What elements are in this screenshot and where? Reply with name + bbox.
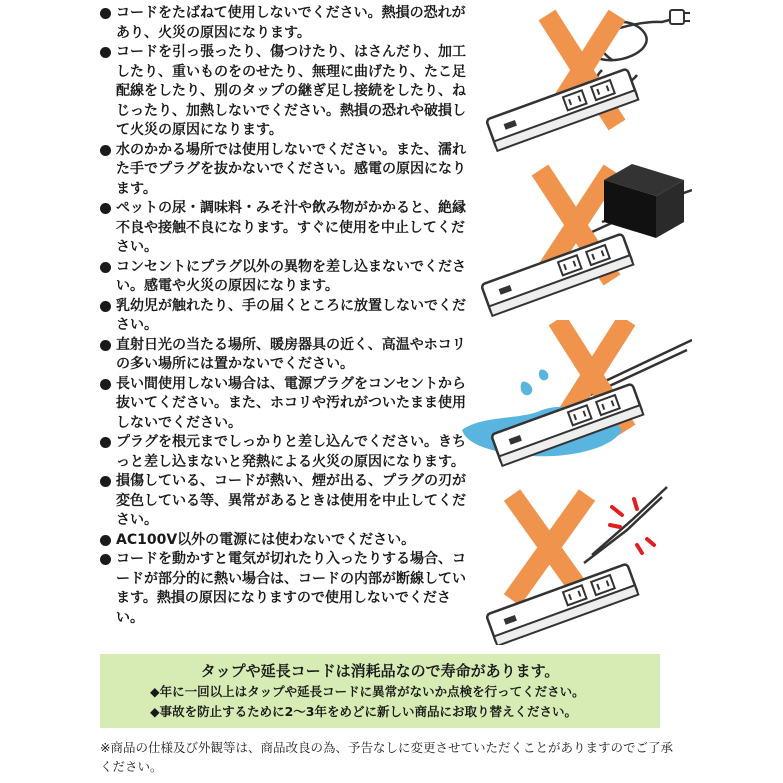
- illustration-column: [462, 0, 692, 650]
- warning-item: AC100V以外の電源には使わないでください。: [100, 531, 472, 551]
- warning-item: プラグを根元までしっかりと差し込んでください。きちっと差し込まないと発熱による火災の原因になります。: [100, 433, 472, 472]
- notice-line: ◆事故を防止するために2～3年をめどに新しい商品にお取り替えください。: [150, 704, 578, 719]
- warning-item: 長い間使用しない場合は、電源プラグをコンセントから抜いてください。また、ホコリや汚れがついたまま使用しないでください。: [100, 375, 472, 434]
- bullet-icon: [100, 535, 111, 546]
- warning-list: [100, 4, 472, 628]
- bullet-icon: [100, 437, 111, 448]
- bullet-icon: [100, 47, 111, 58]
- bullet-icon: [100, 476, 111, 487]
- bullet-icon: [100, 262, 111, 273]
- water-splash-icon: [462, 320, 692, 480]
- bullet-icon: [100, 554, 111, 565]
- warning-item: コンセントにプラグ以外の異物を差し込まないでください。感電や火災の原因になります。: [100, 258, 472, 297]
- lifespan-notice-box: [100, 654, 660, 728]
- warning-item: コードを引っ張ったり、傷つけたり、はさんだり、加工したり、重いものをのせたり、無理に曲げたり、たこ足配線をしたり、別のタップの継ぎ足し接続をしたり、ねじったり、加熱しないでください。熱損の恐れや破損して火災の原因になります。: [100, 43, 472, 141]
- bullet-icon: [100, 203, 111, 214]
- footnote: ※商品の仕様及び外観等は、商品改良の為、予告なしに変更させていただくことがありますのでご了承ください。: [100, 740, 673, 774]
- bundled-cord-icon: [462, 0, 692, 160]
- warning-item: 直射日光の当たる場所、暖房器具の近く、高温やホコリの多い場所には置かないでください。: [100, 336, 472, 375]
- heavy-object-on-cord-icon: [462, 160, 692, 320]
- warning-item: 乳幼児が触れたり、手の届くところに放置しないでください。: [100, 297, 472, 336]
- warning-item: コードをたばねて使用しないでください。熱損の恐れがあり、火災の原因になります。: [100, 4, 472, 43]
- damaged-cord-spark-icon: [462, 485, 692, 645]
- bullet-icon: [100, 301, 111, 312]
- bullet-icon: [100, 379, 111, 390]
- warning-item: 損傷している、コードが熱い、煙が出る、プラグの刃が変色している等、異常があるときは使用を中止してください。: [100, 472, 472, 531]
- warning-item: コードを動かすと電気が切れたり入ったりする場合、コードが部分的に熱い場合は、コードの内部が断線しています。熱損の原因になりますので使用しないでください。: [100, 550, 472, 628]
- bullet-icon: [100, 145, 111, 156]
- bullet-icon: [100, 8, 111, 19]
- notice-line: ◆年に一回以上はタップや延長コードに異常がないか点検を行ってください。: [150, 684, 585, 699]
- warning-item: ペットの尿・調味料・みそ汁や飲み物がかかると、絶縁不良や接触不良になります。すぐに使用を中止してください。: [100, 199, 472, 258]
- bullet-icon: [100, 340, 111, 351]
- warning-item: 水のかかる場所では使用しないでください。また、濡れた手でプラグを抜かないでください。感電の原因になります。: [100, 141, 472, 200]
- notice-title: タップや延長コードは消耗品なので寿命があります。: [200, 662, 560, 680]
